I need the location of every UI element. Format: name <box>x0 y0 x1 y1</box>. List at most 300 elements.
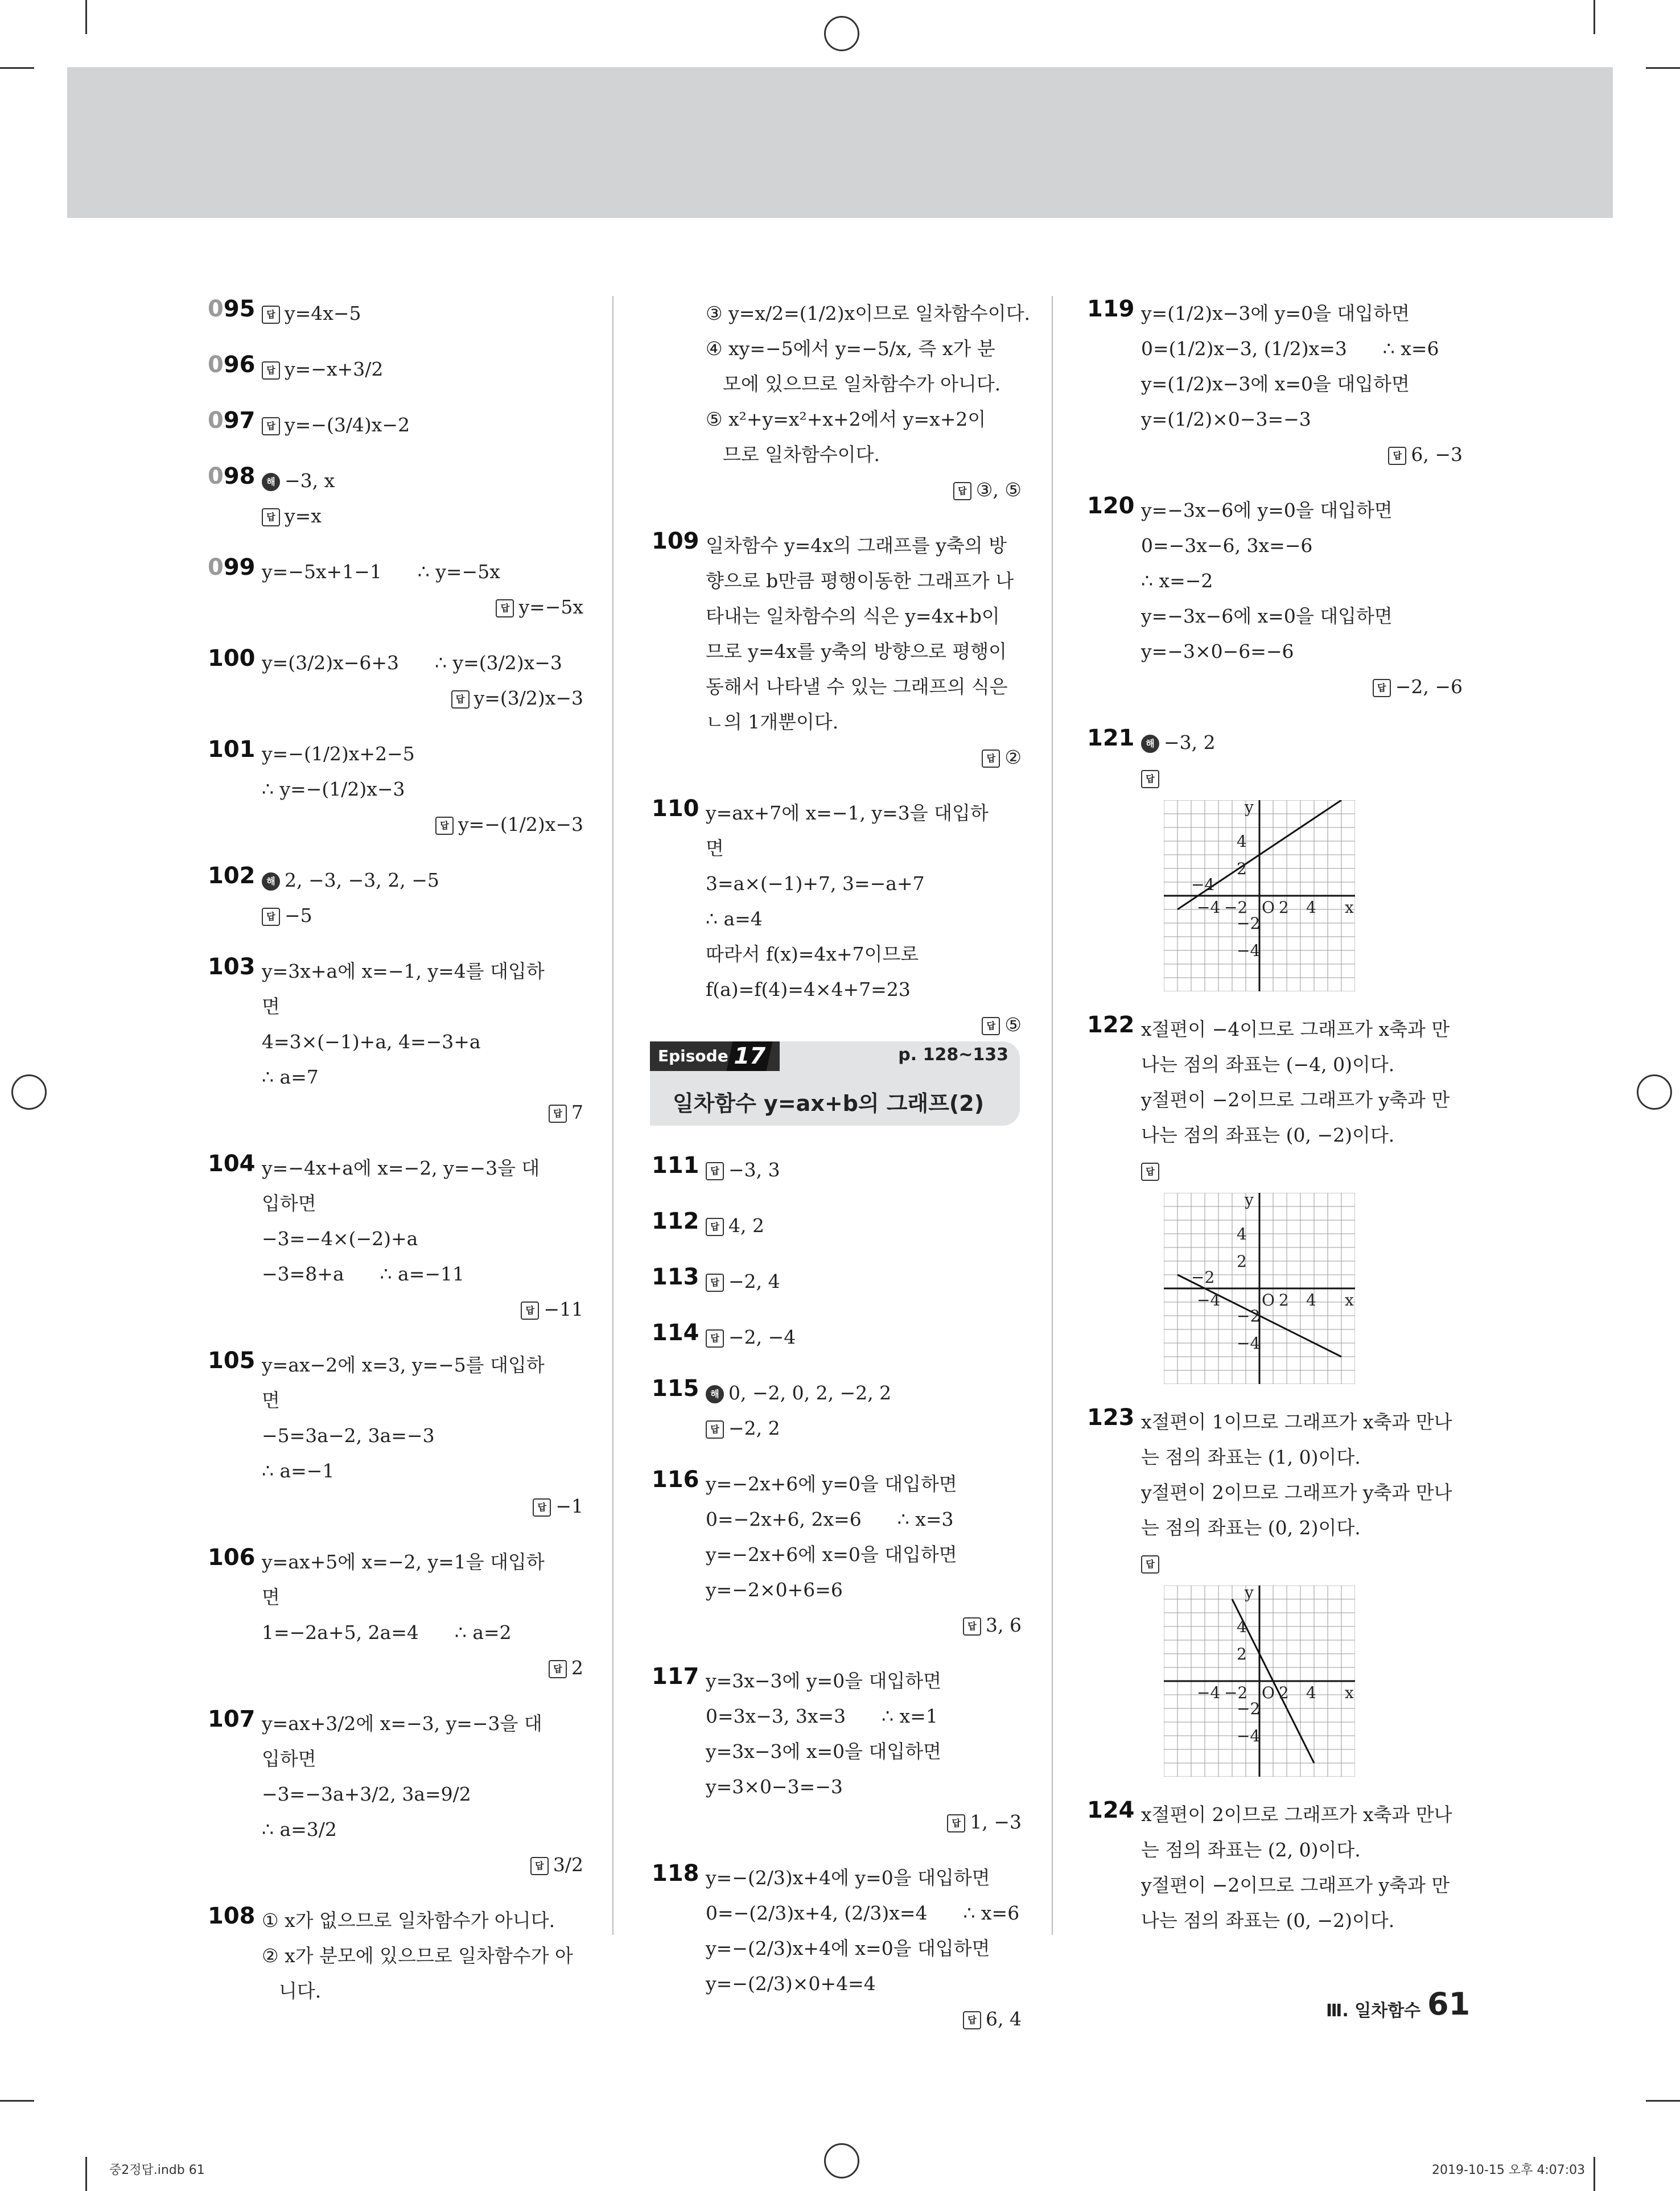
line-text: −11 <box>543 1298 583 1320</box>
line-text: 니다. <box>279 1980 322 2002</box>
line-text: 6, 4 <box>986 2008 1022 2030</box>
text-line <box>1141 1405 1463 1440</box>
text-line <box>706 402 1022 437</box>
episode-tag: Episode <box>650 1041 780 1071</box>
problem-number <box>208 863 256 889</box>
text-line <box>706 528 1022 563</box>
answer-line <box>706 1608 1022 1643</box>
problem-body <box>706 1264 1022 1299</box>
problem-body <box>262 296 583 331</box>
number-prefix: 0 <box>208 296 224 322</box>
number-value: 114 <box>652 1320 699 1346</box>
problem-item <box>652 1663 1022 1840</box>
answer-badge-icon: 답 <box>947 1814 965 1832</box>
answer-badge-icon: 답 <box>1388 447 1406 465</box>
page-number: 61 <box>1427 1986 1471 2022</box>
text-line <box>262 1348 583 1383</box>
problem-body <box>706 1467 1022 1643</box>
problem-item <box>208 554 583 625</box>
problem-number <box>208 1545 256 1571</box>
number-value: 95 <box>223 296 256 322</box>
answer-badge-icon: 답 <box>262 908 280 926</box>
text-line <box>262 1903 583 1938</box>
line-text: 0=−3x−6, 3x=−6 <box>1141 534 1313 557</box>
text-line <box>706 437 1022 472</box>
line-text: −2, −4 <box>728 1326 796 1348</box>
x-tick-label: 2 <box>1279 898 1289 917</box>
y-tick-label: 4 <box>1237 1617 1247 1636</box>
line-text: 타내는 일차함수의 식은 y=4x+b이 <box>706 605 1000 627</box>
y-tick-label: −4 <box>1237 1334 1261 1353</box>
problem-item <box>652 1467 1022 1643</box>
line-text: y=−3×0−6=−6 <box>1141 640 1294 662</box>
text-line <box>706 1896 1022 1931</box>
line-text: y=−(3/4)x−2 <box>285 414 410 436</box>
text-line <box>1141 1118 1463 1153</box>
line-text: x절편이 1이므로 그래프가 x축과 만나 <box>1141 1411 1452 1433</box>
line-text: y=−3x−6에 y=0을 대입하면 <box>1141 499 1393 521</box>
registration-mark <box>11 1074 47 1110</box>
line-text: y=(3/2)x−6+3 ∴ y=(3/2)x−3 <box>262 652 562 674</box>
text-line <box>706 599 1022 634</box>
problem-item <box>1087 725 1463 991</box>
answer-line <box>706 1411 1022 1446</box>
text-line <box>262 554 583 590</box>
y-tick-label: 2 <box>1237 859 1247 878</box>
number-value: 97 <box>223 407 256 434</box>
text-line <box>706 1966 1022 2001</box>
number-value: 100 <box>208 645 256 672</box>
problem-body <box>262 463 583 534</box>
answer-line <box>262 1650 583 1686</box>
problem-number <box>208 407 256 434</box>
answer-line <box>262 590 583 625</box>
line-text: 1=−2a+5, 2a=4 ∴ a=2 <box>262 1621 512 1644</box>
answer-badge-icon: 답 <box>706 1274 724 1292</box>
number-value: 120 <box>1087 493 1135 519</box>
answer-badge-icon: 답 <box>1141 770 1159 788</box>
problem-item <box>652 1375 1022 1446</box>
column-2 <box>652 296 1031 1063</box>
number-value: 105 <box>208 1348 256 1374</box>
problem-item <box>208 1706 583 1883</box>
answer-badge-icon: 답 <box>521 1302 539 1320</box>
number-prefix: 0 <box>208 463 224 489</box>
trim-line <box>1646 2100 1680 2102</box>
line-text: ∴ x=−2 <box>1141 570 1213 592</box>
y-tick-label: −2 <box>1237 1699 1261 1718</box>
problem-number <box>652 1663 699 1690</box>
text-line <box>1141 1832 1463 1868</box>
line-text: x절편이 2이므로 그래프가 x축과 만나 <box>1141 1803 1452 1826</box>
number-prefix: 0 <box>208 352 224 378</box>
number-value: 99 <box>223 554 256 580</box>
answer-line <box>262 1292 583 1327</box>
answer-badge-icon: 답 <box>963 1617 981 1636</box>
x-tick-label: 2 <box>1279 1683 1289 1702</box>
line-text: 0=−2x+6, 2x=6 ∴ x=3 <box>706 1508 954 1530</box>
answer-badge-icon: 답 <box>262 306 280 324</box>
line-text: ① x가 없으므로 일차함수가 아니다. <box>262 1909 555 1931</box>
solution-line <box>706 1375 1022 1411</box>
registration-mark <box>824 16 859 51</box>
solution-badge-icon: 해 <box>262 872 280 891</box>
answer-line <box>1141 437 1463 472</box>
problem-number <box>1087 725 1135 751</box>
x-tick-label: 2 <box>1279 1291 1289 1309</box>
line-text: 7 <box>571 1101 583 1123</box>
problem-body <box>706 1152 1022 1188</box>
trim-line <box>1593 2157 1595 2191</box>
problem-body <box>1141 1012 1463 1384</box>
answer-line <box>1141 1546 1463 1581</box>
answer-badge-icon: 답 <box>262 417 280 435</box>
number-value: 96 <box>223 352 256 378</box>
y-tick-label: −2 <box>1237 914 1261 933</box>
line-text: 2, −3, −3, 2, −5 <box>285 869 439 891</box>
print-timestamp: 2019-10-15 오후 4:07:03 <box>1432 2163 1586 2177</box>
number-value: 115 <box>652 1375 699 1402</box>
line-text: 4, 2 <box>728 1214 764 1237</box>
problem-body <box>1141 1797 1463 1938</box>
line-text: y=−(2/3)x+4에 x=0을 대입하면 <box>706 1937 990 1959</box>
text-line <box>262 1580 583 1615</box>
number-value: 116 <box>652 1467 699 1493</box>
answer-line <box>262 407 583 443</box>
trim-line <box>1593 0 1595 34</box>
line-text: ③, ⑤ <box>975 479 1022 501</box>
text-line <box>262 1741 583 1777</box>
answer-line <box>706 472 1022 508</box>
answer-badge-icon: 답 <box>706 1420 724 1439</box>
line-text: −2, 4 <box>728 1270 780 1292</box>
answer-line <box>262 807 583 842</box>
text-line <box>262 1777 583 1812</box>
line-text: ⑤ <box>1004 1014 1022 1036</box>
line-text: y=(1/2)x−3에 x=0을 대입하면 <box>1141 373 1410 395</box>
problem-number <box>652 1264 699 1290</box>
episode-pages: p. 128~133 <box>898 1045 1008 1065</box>
text-line <box>706 1769 1022 1805</box>
text-line <box>1141 1510 1463 1546</box>
problem-number <box>652 1375 699 1402</box>
number-value: 103 <box>208 954 256 980</box>
problem-body <box>262 954 583 1130</box>
problem-number <box>1087 1797 1135 1823</box>
answer-line <box>706 1007 1022 1043</box>
x-tick-label: 4 <box>1306 1683 1316 1702</box>
point-label: −2 <box>1191 1268 1215 1287</box>
problem-body <box>262 863 583 933</box>
line-text: 는 점의 좌표는 (2, 0)이다. <box>1141 1839 1361 1861</box>
line-text: 0=(1/2)x−3, (1/2)x=3 ∴ x=6 <box>1141 337 1439 360</box>
line-text: 면 <box>706 837 724 859</box>
x-axis-label: x <box>1345 898 1354 917</box>
y-tick-label: 4 <box>1237 1225 1247 1243</box>
number-value: 101 <box>208 736 256 763</box>
line-text: y=−5x+1−1 ∴ y=−5x <box>262 561 500 583</box>
text-line <box>1141 1012 1463 1047</box>
problem-body <box>1141 296 1463 472</box>
answer-line <box>262 296 583 331</box>
problem-body <box>706 1208 1022 1243</box>
line-text: 입하면 <box>262 1748 316 1770</box>
problem-item <box>208 463 583 534</box>
line-text: y=4x−5 <box>285 302 361 324</box>
solution-line <box>262 463 583 499</box>
problem-item <box>208 407 583 443</box>
y-tick-label: −2 <box>1237 1307 1261 1325</box>
problem-item <box>652 1208 1022 1243</box>
line-text: 면 <box>262 995 280 1018</box>
number-value: 102 <box>208 863 256 889</box>
text-line <box>706 1931 1022 1966</box>
number-value: 121 <box>1087 725 1135 751</box>
line-text: 0, −2, 0, 2, −2, 2 <box>728 1382 892 1404</box>
text-line <box>1141 1082 1463 1118</box>
line-text: y=−(2/3)x+4에 y=0을 대입하면 <box>706 1867 990 1889</box>
number-value: 118 <box>652 1860 699 1887</box>
problem-body <box>262 645 583 716</box>
answer-badge-icon: 답 <box>706 1218 724 1236</box>
text-line <box>706 972 1022 1007</box>
line-text: y절편이 −2이므로 그래프가 y축과 만 <box>1141 1089 1450 1111</box>
line-text: y=−3x−6에 x=0을 대입하면 <box>1141 605 1393 627</box>
answer-badge-icon: 답 <box>549 1105 567 1123</box>
line-text: 는 점의 좌표는 (0, 2)이다. <box>1141 1517 1361 1539</box>
x-tick-label: 4 <box>1306 898 1316 917</box>
line-text: y=−2x+6에 x=0을 대입하면 <box>706 1543 957 1566</box>
text-line <box>262 1812 583 1847</box>
line-text: ⑤ x²+y=x²+x+2에서 y=x+2이 <box>706 408 986 430</box>
answer-badge-icon: 답 <box>1141 1163 1159 1181</box>
line-text: −2, 2 <box>728 1417 780 1439</box>
answer-badge-icon: 답 <box>1141 1555 1159 1574</box>
problem-item <box>208 736 583 842</box>
number-value: 117 <box>652 1663 699 1690</box>
line-text: 모에 있으므로 일차함수가 아니다. <box>723 373 1001 395</box>
number-value: 98 <box>223 463 256 489</box>
answer-line <box>262 1847 583 1883</box>
number-value: 107 <box>208 1706 256 1732</box>
text-line <box>1141 493 1463 528</box>
answer-line <box>262 352 583 387</box>
problem-number <box>1087 1012 1135 1038</box>
y-axis-label: y <box>1245 1585 1254 1602</box>
problem-body <box>706 1375 1022 1446</box>
line-text: ② x가 분모에 있으므로 일차함수가 아 <box>262 1945 573 1967</box>
line-text: y=3×0−3=−3 <box>706 1776 843 1798</box>
line-text: y=(1/2)x−3에 y=0을 대입하면 <box>1141 302 1410 324</box>
problem-body <box>1141 725 1463 991</box>
problem-body <box>262 407 583 443</box>
line-text: 2 <box>571 1657 583 1679</box>
line-text: −3, 2 <box>1164 731 1216 753</box>
line-text: 1, −3 <box>970 1811 1022 1833</box>
line-text: y=(3/2)x−3 <box>473 687 583 709</box>
text-line <box>262 1060 583 1095</box>
line-text: 므로 일차함수이다. <box>723 443 880 466</box>
line-text: y=3x−3에 x=0을 대입하면 <box>706 1740 942 1762</box>
problem-number <box>208 736 256 763</box>
line-text: y=−(1/2)x−3 <box>458 813 583 835</box>
number-value: 124 <box>1087 1797 1135 1823</box>
problem-number <box>208 954 256 980</box>
problem-body <box>1141 493 1463 705</box>
text-line <box>706 796 1022 831</box>
answer-badge-icon: 답 <box>530 1857 549 1875</box>
line-text: −5 <box>285 904 312 926</box>
problem-item <box>652 1860 1022 2037</box>
text-line <box>706 1734 1022 1769</box>
column-3 <box>1087 296 1463 1959</box>
line-text: 향으로 b만큼 평행이동한 그래프가 나 <box>706 570 1014 592</box>
answer-badge-icon: 답 <box>1373 679 1391 697</box>
text-line <box>706 296 1031 331</box>
number-value: 112 <box>652 1208 699 1234</box>
problem-number <box>208 645 256 672</box>
line-text: 0=−(2/3)x+4, (2/3)x=4 ∴ x=6 <box>706 1902 1020 1924</box>
trim-line <box>1646 67 1680 69</box>
answer-badge-icon: 답 <box>451 690 470 709</box>
text-line <box>262 1151 583 1186</box>
line-text: 3=a×(−1)+7, 3=−a+7 <box>706 872 925 895</box>
answer-badge-icon: 답 <box>549 1660 567 1678</box>
answer-badge-icon: 답 <box>435 817 454 835</box>
line-text: 입하면 <box>262 1192 316 1214</box>
text-line <box>262 1938 583 1974</box>
problem-body <box>706 296 1031 508</box>
number-value: 106 <box>208 1545 256 1571</box>
x-tick-label: −2 <box>1224 898 1248 917</box>
text-line <box>262 1706 583 1741</box>
text-line <box>706 634 1022 669</box>
trim-line <box>0 67 34 69</box>
line-text: 면 <box>262 1389 280 1411</box>
problem-body <box>262 1151 583 1327</box>
text-line <box>706 366 1022 402</box>
y-axis-label: y <box>1245 1193 1254 1209</box>
line-text: 나는 점의 좌표는 (−4, 0)이다. <box>1141 1053 1395 1076</box>
x-axis-label: x <box>1345 1683 1354 1702</box>
text-line <box>1141 528 1463 563</box>
number-prefix: 0 <box>208 554 224 580</box>
text-line <box>262 772 583 807</box>
header-band <box>67 67 1613 218</box>
text-line <box>706 1663 1022 1699</box>
text-line <box>706 1572 1022 1608</box>
line-text: y=−x+3/2 <box>285 358 384 380</box>
number-value: 110 <box>652 796 699 822</box>
problem-number <box>208 463 256 489</box>
answer-badge-icon: 답 <box>963 2011 981 2029</box>
text-line <box>1141 1797 1463 1832</box>
answer-line <box>706 1320 1022 1355</box>
line-text: f(a)=f(4)=4×4+7=23 <box>706 978 911 1000</box>
problem-number <box>208 1348 256 1374</box>
answer-line <box>1141 1153 1463 1188</box>
file-slug: 중2정답.indb 61 <box>109 2163 205 2177</box>
line-text: 나는 점의 좌표는 (0, −2)이다. <box>1141 1124 1395 1146</box>
line-text: 나는 점의 좌표는 (0, −2)이다. <box>1141 1909 1395 1931</box>
text-line <box>262 1221 583 1257</box>
answer-line <box>262 1489 583 1524</box>
answer-line <box>706 740 1022 775</box>
text-line <box>262 1383 583 1418</box>
trim-line <box>0 2100 34 2102</box>
problem-body <box>262 1903 583 2009</box>
problem-item <box>652 796 1022 1043</box>
number-value: 108 <box>208 1903 256 1929</box>
line-text: y=ax+3/2에 x=−3, y=−3을 대 <box>262 1712 542 1735</box>
problem-body <box>262 554 583 625</box>
episode-number: 17 <box>726 1041 772 1071</box>
problem-number <box>1087 296 1135 322</box>
trim-line <box>85 2157 87 2191</box>
text-line <box>262 1974 583 2009</box>
problem-item <box>208 1151 583 1327</box>
problem-item <box>208 1903 583 2009</box>
y-axis-label: y <box>1245 800 1254 817</box>
problem-item <box>208 296 583 331</box>
answer-line <box>262 499 583 534</box>
problem-number <box>208 1706 256 1732</box>
line-text: y절편이 2이므로 그래프가 y축과 만나 <box>1141 1481 1452 1504</box>
coordinate-graph <box>1164 1193 1355 1384</box>
line-text: 따라서 f(x)=4x+7이므로 <box>706 943 919 965</box>
text-line <box>1141 402 1463 437</box>
problem-item <box>208 863 583 933</box>
text-line <box>262 736 583 772</box>
answer-line <box>262 681 583 716</box>
problem-number <box>208 1903 256 1929</box>
text-line <box>706 1860 1022 1896</box>
problem-body <box>706 1860 1022 2037</box>
line-text: y=3x−3에 y=0을 대입하면 <box>706 1670 942 1692</box>
y-tick-label: 2 <box>1237 1645 1247 1663</box>
text-line <box>262 1257 583 1292</box>
problem-item <box>1087 296 1463 472</box>
problem-body <box>706 1663 1022 1840</box>
answer-line <box>1141 760 1463 796</box>
text-line <box>1141 331 1463 366</box>
text-line <box>706 901 1022 937</box>
text-line <box>262 1024 583 1060</box>
number-value: 119 <box>1087 296 1135 322</box>
column-1 <box>208 296 583 2029</box>
answer-badge-icon: 답 <box>706 1329 724 1348</box>
line-text: 므로 y=4x를 y축의 방향으로 평행이 <box>706 640 1007 662</box>
line-text: 3, 6 <box>986 1614 1022 1636</box>
x-tick-label: −4 <box>1197 898 1221 917</box>
text-line <box>1141 1047 1463 1082</box>
line-text: 0=3x−3, 3x=3 ∴ x=1 <box>706 1705 938 1727</box>
y-tick-label: 4 <box>1237 832 1247 851</box>
answer-line <box>706 1152 1022 1188</box>
y-tick-label: 2 <box>1237 1252 1247 1271</box>
text-line <box>706 937 1022 972</box>
line-text: −3, x <box>285 470 335 492</box>
line-text: −3=8+a ∴ a=−11 <box>262 1263 465 1285</box>
text-line <box>706 1699 1022 1734</box>
problem-item <box>652 528 1022 775</box>
problem-number <box>652 1208 699 1234</box>
line-text: y절편이 −2이므로 그래프가 y축과 만 <box>1141 1874 1450 1896</box>
problem-number <box>1087 493 1135 519</box>
trim-line <box>85 0 87 34</box>
line-text: ③ y=x/2=(1/2)x이므로 일차함수이다. <box>706 302 1031 324</box>
problem-number <box>652 796 699 822</box>
